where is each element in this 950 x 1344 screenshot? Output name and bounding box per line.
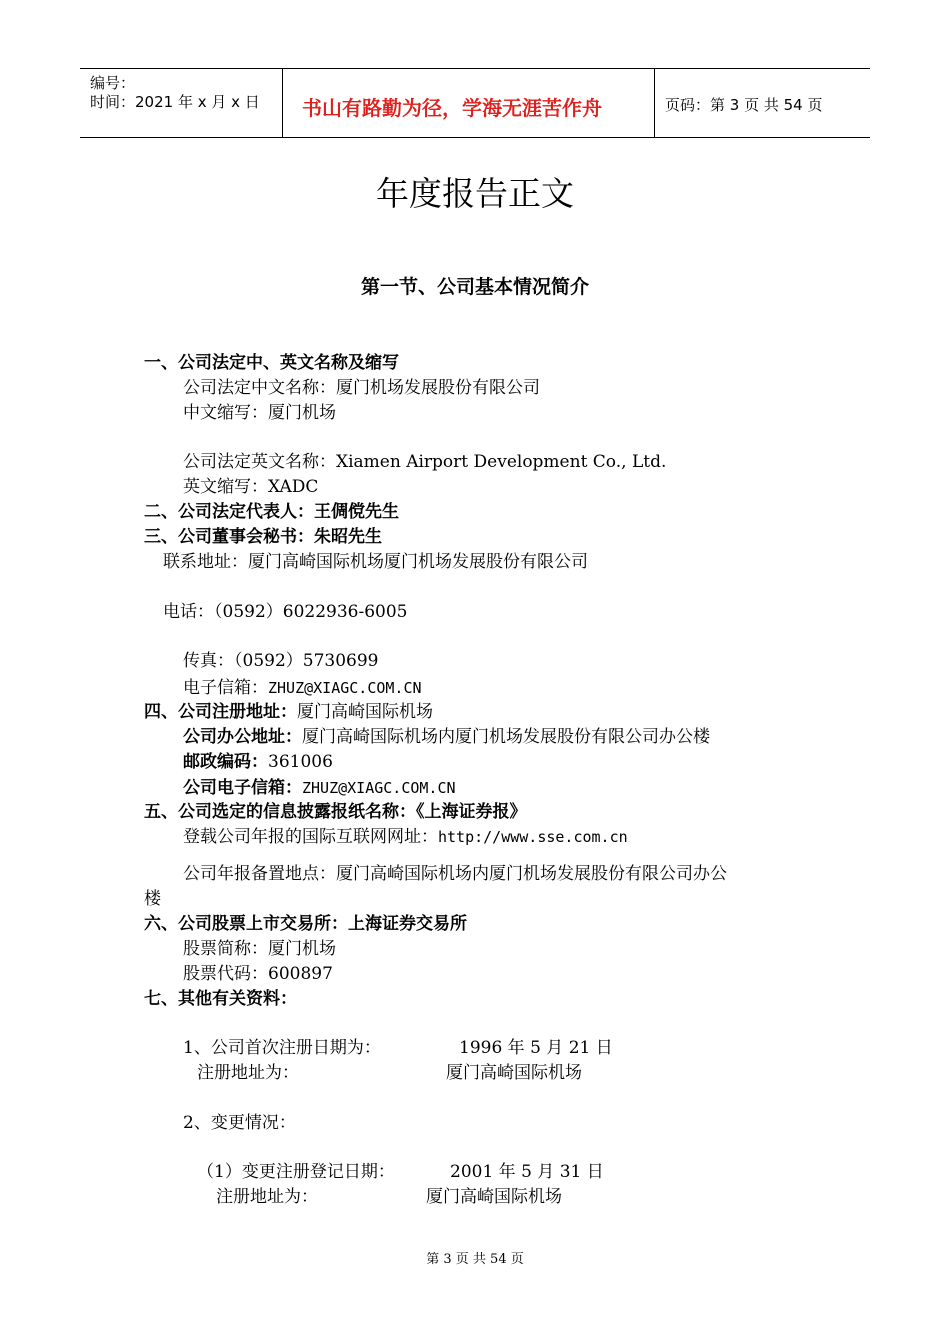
en-abbr: 英文缩写：XADC [183,477,319,497]
page-footer: 第 3 页 共 54 页 [426,1252,524,1267]
fax: 传真：（0592）5730699 [183,651,379,671]
first-reg-label: 1、公司首次注册日期为： [183,1038,381,1058]
section-heading: 第一节、公司基本情况简介 [360,276,589,298]
report-place-cont: 楼 [144,889,161,909]
change-reg-date: 2001 年 5 月 31 日 [450,1162,604,1182]
header-divider [654,69,655,137]
header-table [80,68,870,138]
page-title: 年度报告正文 [376,174,574,213]
header-divider [282,69,283,137]
postcode [183,747,333,772]
item-1-heading: 一、公司法定中、英文名称及缩写 [144,353,399,373]
postcode-value: 361006 [268,752,333,772]
change-addr-label: 注册地址为： [216,1187,318,1207]
stock-name: 股票简称：厦门机场 [183,939,336,959]
change-reg-label: （1）变更注册登记日期： [197,1162,395,1182]
company-email-label: 公司电子信箱： [183,778,302,798]
item-3: 三、公司董事会秘书：朱昭先生 [144,527,382,547]
website-value: http://www.sse.com.cn [438,828,628,846]
cn-name: 公司法定中文名称：厦门机场发展股份有限公司 [183,378,540,398]
en-name: 公司法定英文名称：Xiamen Airport Development Co., Ltd. [183,452,667,472]
change-addr: 厦门高崎国际机场 [426,1187,562,1207]
email-label: 电子信箱： [183,678,268,698]
header-number: 编号： [90,74,136,92]
report-place: 公司年报备置地点：厦门高崎国际机场内厦门机场发展股份有限公司办公 [183,864,727,884]
phone: 电话：（0592）6022936-6005 [163,602,408,622]
item-4-value: 厦门高崎国际机场 [297,702,433,722]
header-page: 页码：第 3 页 共 54 页 [665,96,823,114]
company-email [183,773,456,798]
item-6: 六、公司股票上市交易所：上海证券交易所 [144,914,467,934]
office-value: 厦门高崎国际机场内厦门机场发展股份有限公司办公楼 [302,727,710,747]
email-value: ZHUZ@XIAGC.COM.CN [268,679,422,697]
item-7: 七、其他有关资料： [144,989,297,1009]
contact-address: 联系地址：厦门高崎国际机场厦门机场发展股份有限公司 [163,552,588,572]
item-4-label: 四、公司注册地址： [144,702,297,722]
header-time: 时间：2021 年 x 月 x 日 [90,93,260,111]
website-line [183,822,628,847]
cn-abbr: 中文缩写：厦门机场 [183,403,336,423]
postcode-label: 邮政编码： [183,752,268,772]
first-reg-date: 1996 年 5 月 21 日 [459,1038,613,1058]
first-reg-addr: 厦门高崎国际机场 [446,1063,582,1083]
stock-code: 股票代码：600897 [183,964,333,984]
item-2: 二、公司法定代表人：王倜傥先生 [144,502,399,522]
change-label: 2、变更情况： [183,1113,296,1133]
company-email-value: ZHUZ@XIAGC.COM.CN [302,779,456,797]
first-reg-addr-label: 注册地址为： [197,1063,299,1083]
item-5: 五、公司选定的信息披露报纸名称：《上海证券报》 [144,802,527,822]
office-label: 公司办公地址： [183,727,302,747]
email-line [183,673,422,698]
header-motto: 书山有路勤为径，学海无涯苦作舟 [302,96,602,120]
office-address [183,722,710,747]
website-label: 登载公司年报的国际互联网网址： [183,827,438,847]
item-4 [144,697,433,722]
